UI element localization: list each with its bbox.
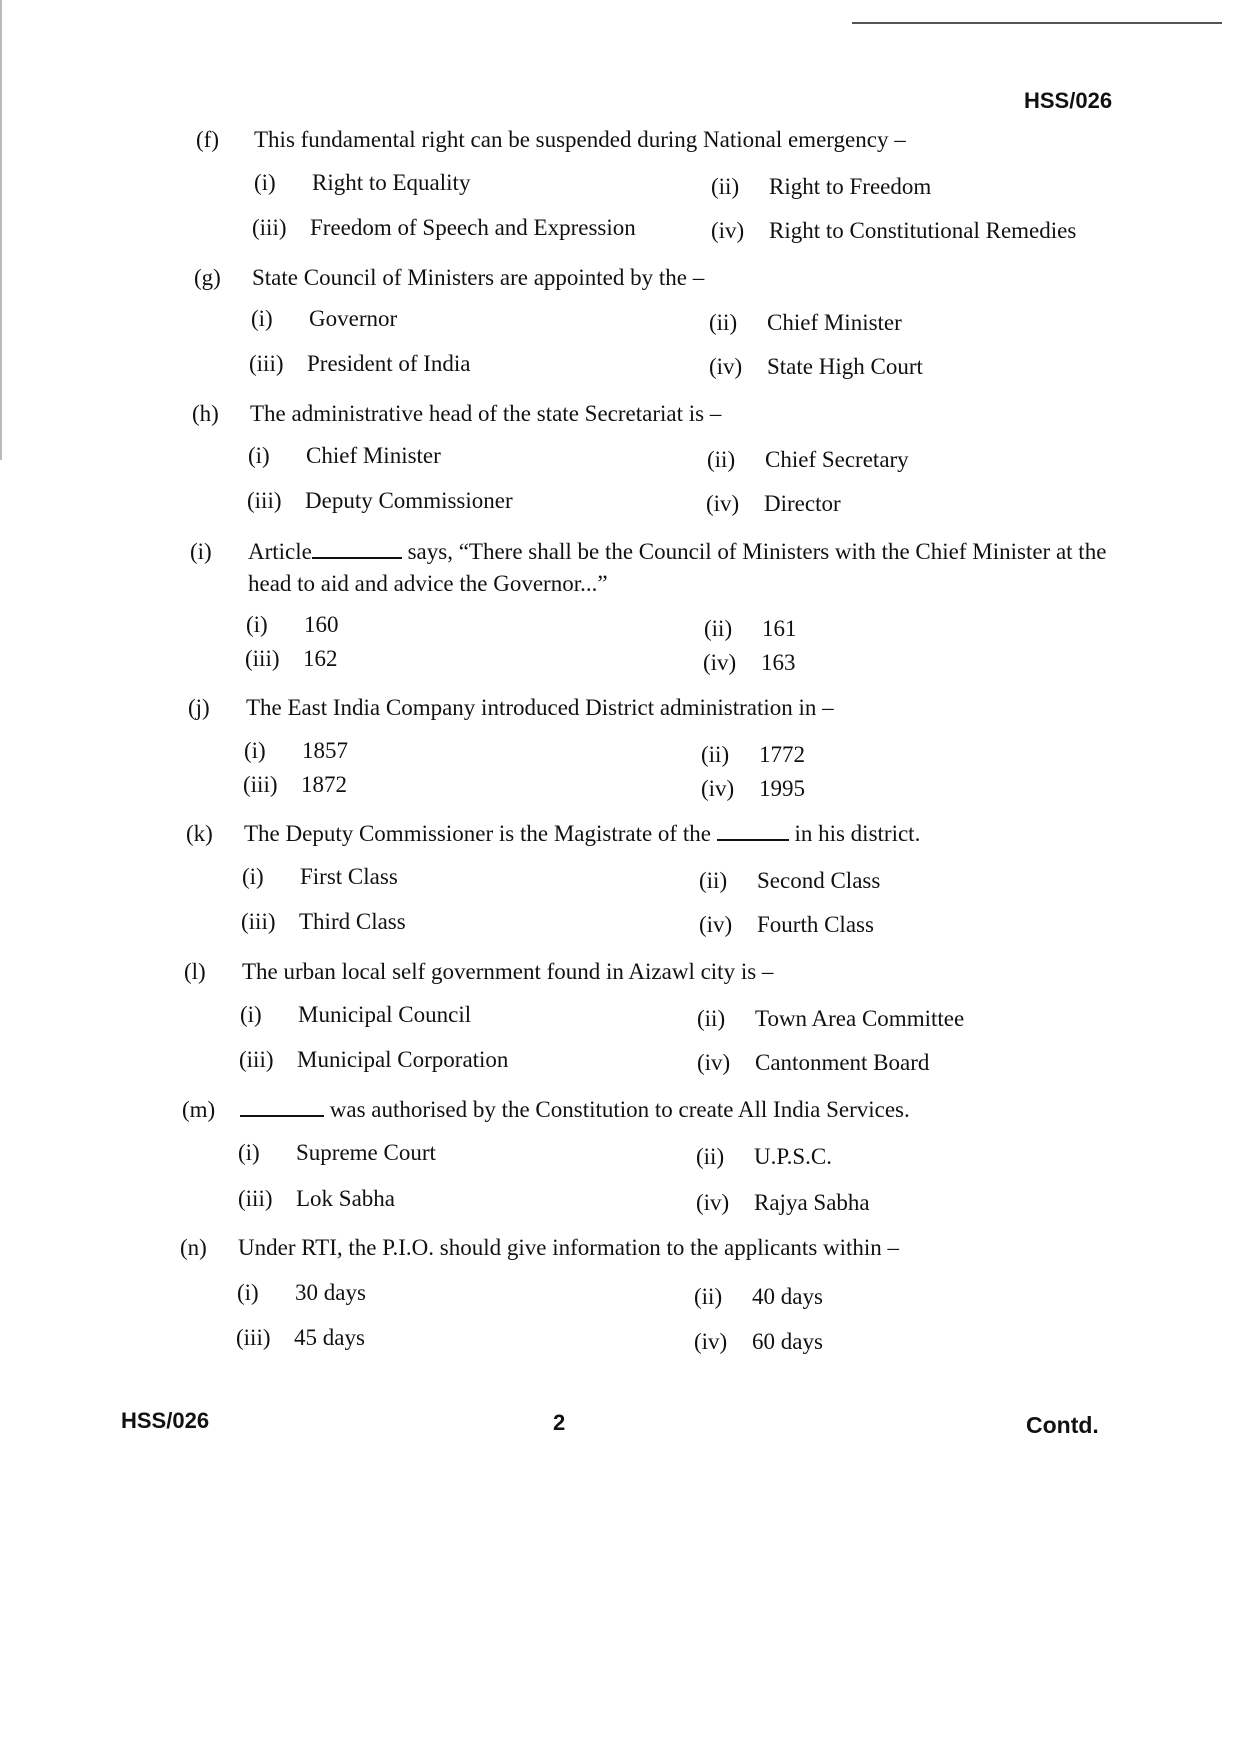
option-k-ii: [699, 868, 880, 894]
option-number: (i): [244, 738, 266, 763]
question-text: This fundamental right can be suspended during National emergency –: [254, 127, 906, 152]
option-text: President of India: [307, 351, 471, 376]
option-text: 1772: [759, 742, 805, 767]
option-number: (iv): [711, 218, 745, 243]
option-text: 60 days: [752, 1329, 823, 1354]
option-number: (iv): [699, 912, 733, 937]
option-number: (i): [238, 1140, 260, 1165]
option-text: 1872: [301, 772, 347, 797]
option-number: (i): [240, 1002, 262, 1027]
option-number: (i): [254, 170, 276, 195]
option-number: (ii): [701, 742, 730, 767]
option-g-iv: [709, 354, 923, 380]
option-g-iii: [249, 351, 471, 377]
option-text: Cantonment Board: [755, 1050, 930, 1075]
option-text: 163: [761, 650, 796, 675]
question-label: (h): [192, 401, 219, 426]
option-text: 45 days: [294, 1325, 365, 1350]
option-number: (ii): [696, 1144, 725, 1169]
option-number: (ii): [704, 616, 733, 641]
top-rule: [852, 22, 1222, 24]
option-n-iii: [236, 1325, 365, 1351]
question-label: (l): [184, 959, 206, 984]
option-number: (iv): [703, 650, 737, 675]
page-number: 2: [553, 1410, 566, 1435]
option-m-iii: [238, 1186, 395, 1212]
option-text: 1857: [302, 738, 348, 763]
option-number: (ii): [699, 868, 728, 893]
option-text: Town Area Committee: [755, 1006, 965, 1031]
question-text: [248, 536, 1138, 600]
option-l-iv: [697, 1050, 929, 1076]
option-n-i: [237, 1280, 366, 1306]
option-text: U.P.S.C.: [754, 1144, 832, 1169]
question-text-before: The Deputy Commissioner is the Magistrate of the: [244, 821, 711, 846]
option-text: Fourth Class: [757, 912, 874, 937]
header-code: HSS/026: [1024, 88, 1113, 113]
option-text: Lok Sabha: [296, 1186, 396, 1211]
option-text: Chief Minister: [767, 310, 902, 335]
option-number: (iv): [696, 1190, 730, 1215]
option-number: (ii): [694, 1284, 723, 1309]
footer-code: HSS/026: [121, 1408, 210, 1433]
option-number: (ii): [711, 174, 740, 199]
option-k-i: [242, 864, 398, 890]
option-text: Right to Freedom: [769, 174, 932, 199]
option-number: (iv): [697, 1050, 731, 1075]
option-number: (i): [246, 612, 268, 637]
option-number: (iii): [247, 488, 282, 513]
option-number: (iii): [245, 646, 280, 671]
question-label: (j): [188, 695, 210, 720]
option-text: Chief Minister: [306, 443, 441, 468]
option-number: (iii): [243, 772, 278, 797]
option-number: (iii): [239, 1047, 274, 1072]
option-text: 160: [304, 612, 339, 637]
option-i-i: [246, 612, 339, 638]
option-text: Supreme Court: [296, 1140, 436, 1165]
question-text: State Council of Ministers are appointed by the –: [252, 265, 705, 290]
option-f-ii: [711, 174, 931, 200]
option-number: (iv): [709, 354, 743, 379]
question-text: Under RTI, the P.I.O. should give information to the applicants within –: [238, 1235, 900, 1260]
option-text: Governor: [309, 306, 398, 331]
question-text-after: says, “There shall be the Council of Ministers with the Chief Minister at the head to aid and advice the Governor...”: [248, 539, 1107, 596]
answer-blank: [240, 1097, 324, 1117]
option-l-iii: [239, 1047, 508, 1073]
option-text: First Class: [300, 864, 398, 889]
option-number: (i): [237, 1280, 259, 1305]
option-text: Deputy Commissioner: [305, 488, 513, 513]
option-k-iii: [241, 909, 406, 935]
answer-blank: [717, 821, 789, 841]
option-text: 40 days: [752, 1284, 823, 1309]
option-number: (i): [242, 864, 264, 889]
option-f-iv: [711, 218, 1076, 244]
option-m-iv: [696, 1190, 870, 1216]
option-n-iv: [694, 1329, 823, 1355]
question-label: (m): [182, 1097, 216, 1122]
option-text: Chief Secretary: [765, 447, 909, 472]
option-i-iv: [703, 650, 796, 676]
option-number: (iii): [249, 351, 284, 376]
option-g-ii: [709, 310, 902, 336]
option-i-ii: [704, 616, 797, 642]
question-text: [240, 1094, 1130, 1126]
option-i-iii: [245, 646, 338, 672]
option-text: State High Court: [767, 354, 923, 379]
question-label: (i): [190, 539, 212, 564]
option-l-ii: [697, 1006, 964, 1032]
option-text: Director: [764, 491, 841, 516]
page-edge-mark: [0, 0, 2, 460]
option-text: 1995: [759, 776, 805, 801]
option-text: Right to Equality: [312, 170, 471, 195]
option-text: Municipal Corporation: [297, 1047, 509, 1072]
option-j-i: [244, 738, 348, 764]
option-number: (iii): [238, 1186, 273, 1211]
option-text: Freedom of Speech and Expression: [310, 215, 636, 240]
option-j-iii: [243, 772, 347, 798]
option-number: (i): [251, 306, 273, 331]
option-h-iii: [247, 488, 513, 514]
option-h-i: [248, 443, 441, 469]
option-text: 162: [303, 646, 338, 671]
option-f-i: [254, 170, 470, 196]
option-text: Third Class: [299, 909, 406, 934]
option-g-i: [251, 306, 397, 332]
question-text-before: Article: [248, 539, 312, 564]
question-label: (k): [186, 821, 213, 846]
option-number: (i): [248, 443, 270, 468]
option-text: Municipal Council: [298, 1002, 472, 1027]
option-number: (iii): [252, 215, 287, 240]
question-text-after: was authorised by the Constitution to create All India Services.: [324, 1097, 910, 1122]
question-label: (g): [194, 265, 221, 290]
option-f-iii: [252, 215, 636, 241]
question-label: (f): [196, 127, 219, 152]
option-m-ii: [696, 1144, 832, 1170]
question-text: The administrative head of the state Secretariat is –: [250, 401, 722, 426]
option-text: 161: [762, 616, 797, 641]
option-n-ii: [694, 1284, 823, 1310]
option-h-iv: [706, 491, 841, 517]
option-number: (iv): [701, 776, 735, 801]
question-text-after: in his district.: [788, 821, 921, 846]
option-j-ii: [701, 742, 805, 768]
option-number: (ii): [697, 1006, 726, 1031]
question-label: (n): [180, 1235, 207, 1260]
continued-label: Contd.: [1026, 1412, 1099, 1438]
option-number: (iv): [694, 1329, 728, 1354]
option-number: (iii): [241, 909, 276, 934]
option-text: Right to Constitutional Remedies: [769, 218, 1077, 243]
option-l-i: [240, 1002, 471, 1028]
option-h-ii: [707, 447, 909, 473]
option-text: Second Class: [757, 868, 881, 893]
question-text: The urban local self government found in Aizawl city is –: [242, 959, 774, 984]
option-text: 30 days: [295, 1280, 366, 1305]
option-number: (ii): [707, 447, 736, 472]
option-text: Rajya Sabha: [754, 1190, 870, 1215]
option-number: (iii): [236, 1325, 271, 1350]
question-text: The East India Company introduced District administration in –: [246, 695, 834, 720]
option-j-iv: [701, 776, 805, 802]
option-number: (ii): [709, 310, 738, 335]
option-m-i: [238, 1140, 436, 1166]
option-number: (iv): [706, 491, 740, 516]
question-text: [244, 818, 1134, 850]
answer-blank: [312, 539, 402, 559]
option-k-iv: [699, 912, 874, 938]
